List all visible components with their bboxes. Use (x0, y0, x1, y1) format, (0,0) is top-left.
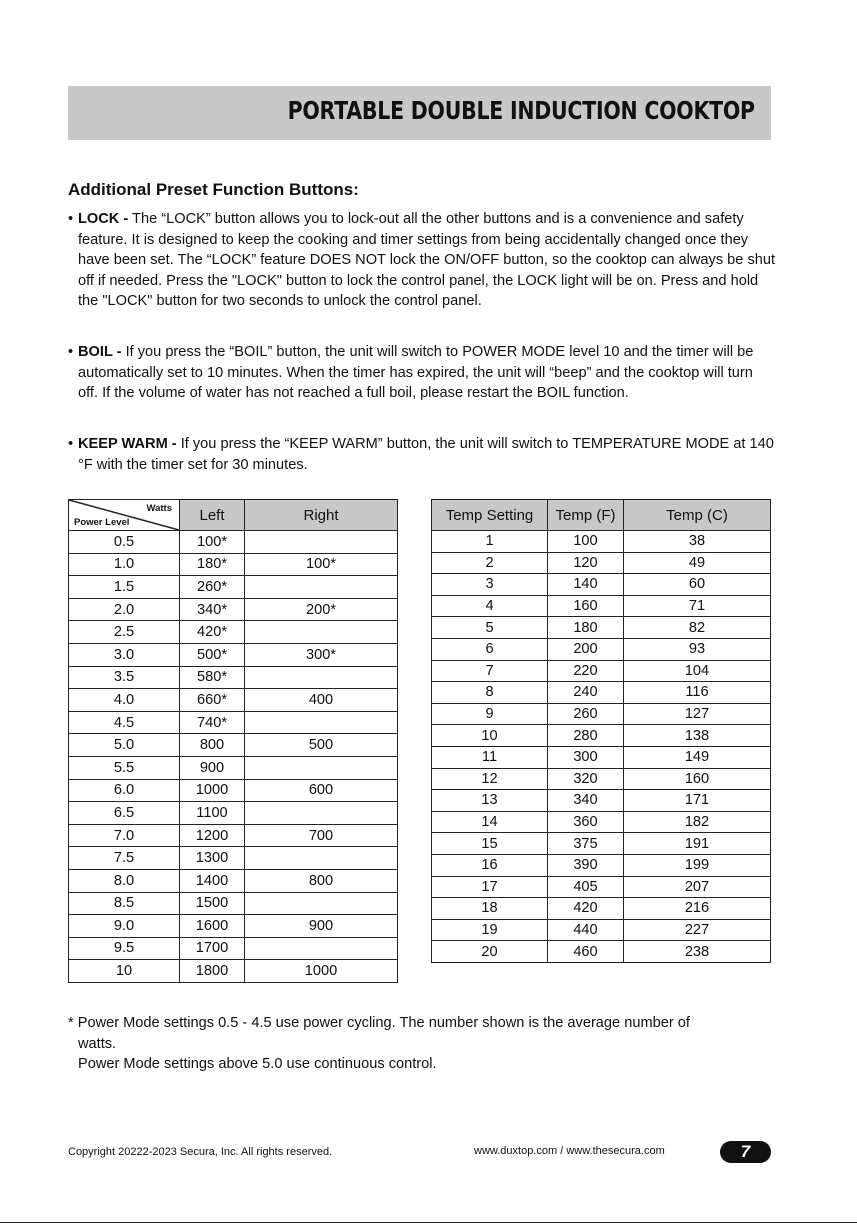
table-row (69, 779, 398, 802)
table-row (432, 574, 771, 596)
table-cell: 1600 (180, 915, 245, 938)
table-cell: 1300 (180, 847, 245, 870)
table-cell: 8.5 (69, 892, 180, 915)
table-cell: 180* (180, 553, 245, 576)
table-cell: 160 (624, 768, 771, 790)
table-cell: 1200 (180, 824, 245, 847)
column-header-temp-f: Temp (F) (548, 500, 624, 531)
table-cell: 4.5 (69, 711, 180, 734)
table-cell: 390 (548, 854, 624, 876)
table-cell: 100* (245, 553, 398, 576)
table-cell: 9.5 (69, 937, 180, 960)
table-row (69, 960, 398, 983)
table-cell: 160 (548, 595, 624, 617)
table-cell: 280 (548, 725, 624, 747)
table-cell: 120 (548, 552, 624, 574)
table-cell: 1400 (180, 869, 245, 892)
table-cell: 3.0 (69, 643, 180, 666)
table-cell: 7 (432, 660, 548, 682)
table-cell: 375 (548, 833, 624, 855)
table-cell: 6 (432, 638, 548, 660)
temperature-table (431, 499, 771, 963)
table-row (69, 824, 398, 847)
watts-label: Watts (146, 503, 172, 514)
table-cell: 2.5 (69, 621, 180, 644)
column-header-temp-c: Temp (C) (624, 500, 771, 531)
table-cell: 2 (432, 552, 548, 574)
header-bar (68, 86, 771, 140)
table-cell: 17 (432, 876, 548, 898)
table-row (432, 833, 771, 855)
column-header-right: Right (245, 500, 398, 531)
table-cell: 93 (624, 638, 771, 660)
table-cell: 340* (180, 598, 245, 621)
table-cell (245, 576, 398, 599)
table-cell (245, 756, 398, 779)
bullet-text: If you press the “BOIL” button, the unit will switch to POWER MODE level 10 and the timer will be automatically set to 10 minutes. When the timer has expired, the unit will “beep” and the cooktop will turn off. If the volume of water has not reached a full boil, please restart the BOIL function. (78, 344, 754, 401)
table-cell: 49 (624, 552, 771, 574)
table-row (432, 660, 771, 682)
table-cell: 5.0 (69, 734, 180, 757)
table-cell: 260* (180, 576, 245, 599)
table-cell: 71 (624, 595, 771, 617)
table-cell: 420 (548, 898, 624, 920)
table-row (69, 643, 398, 666)
table-cell (245, 711, 398, 734)
table-cell: 700 (245, 824, 398, 847)
table-cell: 320 (548, 768, 624, 790)
table-cell: 104 (624, 660, 771, 682)
table-row (69, 756, 398, 779)
table-row (69, 915, 398, 938)
table-header-row (432, 500, 771, 531)
table-cell: 127 (624, 703, 771, 725)
table-cell: 600 (245, 779, 398, 802)
document-title: PORTABLE DOUBLE INDUCTION COOKTOP (287, 96, 755, 125)
table-cell: 260 (548, 703, 624, 725)
table-row (69, 869, 398, 892)
table-cell: 900 (180, 756, 245, 779)
table-cell: 199 (624, 854, 771, 876)
table-cell: 82 (624, 617, 771, 639)
table-cell: 180 (548, 617, 624, 639)
footnote-line: watts. (78, 1035, 117, 1052)
table-cell (245, 666, 398, 689)
table-cell: 0.5 (69, 531, 180, 554)
power-level-label: Power Level (74, 517, 130, 528)
table-cell: 900 (245, 915, 398, 938)
table-cell: 5 (432, 617, 548, 639)
table-cell: 7.0 (69, 824, 180, 847)
table-cell: 171 (624, 790, 771, 812)
boil-bullet (68, 342, 776, 404)
table-cell: 500 (245, 734, 398, 757)
table-cell: 220 (548, 660, 624, 682)
table-cell: 38 (624, 531, 771, 553)
bullet-keyword: BOIL - (78, 344, 122, 360)
table-cell (245, 531, 398, 554)
table-cell: 8.0 (69, 869, 180, 892)
table-cell: 238 (624, 941, 771, 963)
table-row (432, 746, 771, 768)
power-table-body (69, 531, 398, 983)
table-row (432, 703, 771, 725)
table-row (432, 552, 771, 574)
table-row (432, 725, 771, 747)
table-cell: 6.0 (69, 779, 180, 802)
table-cell: 6.5 (69, 802, 180, 825)
table-cell: 10 (69, 960, 180, 983)
table-cell: 660* (180, 689, 245, 712)
table-cell: 60 (624, 574, 771, 596)
table-cell: 20 (432, 941, 548, 963)
bullet-keyword: LOCK - (78, 211, 129, 227)
temperature-table-body (432, 531, 771, 963)
table-cell: 800 (245, 869, 398, 892)
table-cell: 19 (432, 919, 548, 941)
table-cell (245, 937, 398, 960)
table-cell: 740* (180, 711, 245, 734)
column-header-temp-setting: Temp Setting (432, 500, 548, 531)
bullet-dot: • (68, 211, 74, 227)
table-cell: 14 (432, 811, 548, 833)
table-cell: 100 (548, 531, 624, 553)
table-cell: 300* (245, 643, 398, 666)
table-row (69, 689, 398, 712)
bullet-dot: • (68, 436, 74, 452)
table-row (432, 682, 771, 704)
table-cell: 4.0 (69, 689, 180, 712)
table-cell: 216 (624, 898, 771, 920)
bullet-keyword: KEEP WARM - (78, 436, 177, 452)
table-cell: 15 (432, 833, 548, 855)
table-cell: 420* (180, 621, 245, 644)
table-cell: 580* (180, 666, 245, 689)
table-cell: 11 (432, 746, 548, 768)
table-header-row (69, 500, 398, 531)
table-cell: 100* (180, 531, 245, 554)
table-row (432, 876, 771, 898)
table-cell: 149 (624, 746, 771, 768)
table-cell: 200 (548, 638, 624, 660)
table-cell: 400 (245, 689, 398, 712)
bullet-text: The “LOCK” button allows you to lock-out all the other buttons and is a convenience and safety feature. It is designed to keep the cooking and timer settings from being accidentally changed once they have been set. The “LOCK” feature DOES NOT lock the ON/OFF button, so the cooktop can always be shut off if needed. Press the "LOCK" button to lock the control panel, the LOCK light will be on. Press and hold the "LOCK" button for two seconds to unlock the control panel. (78, 211, 776, 309)
table-row (432, 531, 771, 553)
website-links: www.duxtop.com / www.thesecura.com (474, 1145, 665, 1157)
table-row (69, 711, 398, 734)
table-cell: 16 (432, 854, 548, 876)
table-row (432, 638, 771, 660)
table-row (432, 617, 771, 639)
copyright-text: Copyright 20222-2023 Secura, Inc. All rights reserved. (68, 1146, 333, 1158)
bottom-rule (0, 1222, 857, 1223)
table-cell: 440 (548, 919, 624, 941)
table-cell: 13 (432, 790, 548, 812)
footnote (68, 1013, 788, 1075)
section-title: Additional Preset Function Buttons: (68, 180, 359, 199)
table-cell: 7.5 (69, 847, 180, 870)
table-cell: 4 (432, 595, 548, 617)
table-row (432, 790, 771, 812)
table-cell: 10 (432, 725, 548, 747)
table-cell: 200* (245, 598, 398, 621)
table-cell: 5.5 (69, 756, 180, 779)
table-row (69, 937, 398, 960)
table-cell: 9 (432, 703, 548, 725)
table-cell (245, 892, 398, 915)
table-cell: 500* (180, 643, 245, 666)
table-cell: 405 (548, 876, 624, 898)
table-cell: 1 (432, 531, 548, 553)
footnote-line: Power Mode settings above 5.0 use continuous control. (78, 1056, 437, 1072)
table-cell: 8 (432, 682, 548, 704)
table-cell: 240 (548, 682, 624, 704)
table-cell: 800 (180, 734, 245, 757)
table-cell (245, 621, 398, 644)
table-row (69, 576, 398, 599)
table-cell: 1700 (180, 937, 245, 960)
footnote-line: * Power Mode settings 0.5 - 4.5 use power cycling. The number shown is the average number of (68, 1015, 690, 1031)
table-cell: 3 (432, 574, 548, 596)
table-cell: 116 (624, 682, 771, 704)
table-row (69, 734, 398, 757)
table-cell: 340 (548, 790, 624, 812)
table-cell: 1.0 (69, 553, 180, 576)
table-row (432, 595, 771, 617)
table-cell: 1.5 (69, 576, 180, 599)
table-cell: 207 (624, 876, 771, 898)
table-cell: 1100 (180, 802, 245, 825)
table-row (432, 898, 771, 920)
table-cell: 2.0 (69, 598, 180, 621)
table-cell: 460 (548, 941, 624, 963)
table-cell (245, 802, 398, 825)
table-cell: 300 (548, 746, 624, 768)
table-cell: 227 (624, 919, 771, 941)
column-header-left: Left (180, 500, 245, 531)
table-row (432, 768, 771, 790)
table-cell: 140 (548, 574, 624, 596)
table-row (432, 919, 771, 941)
table-row (69, 531, 398, 554)
lock-bullet (68, 209, 776, 312)
table-cell: 18 (432, 898, 548, 920)
table-cell: 1000 (180, 779, 245, 802)
table-cell: 1000 (245, 960, 398, 983)
bullet-dot: • (68, 344, 74, 360)
bullet-text: If you press the “KEEP WARM” button, the unit will switch to TEMPERATURE MODE at 140 °F with the timer set for 30 minutes. (78, 436, 774, 473)
table-cell (245, 847, 398, 870)
page-number-badge: 7 (720, 1141, 771, 1163)
table-cell: 191 (624, 833, 771, 855)
table-row (432, 854, 771, 876)
table-row (69, 847, 398, 870)
table-row (69, 892, 398, 915)
table-row (432, 811, 771, 833)
table-row (69, 666, 398, 689)
table-row (69, 598, 398, 621)
table-cell: 9.0 (69, 915, 180, 938)
diagonal-header-cell (69, 500, 180, 531)
table-cell: 1800 (180, 960, 245, 983)
table-cell: 3.5 (69, 666, 180, 689)
table-cell: 1500 (180, 892, 245, 915)
table-row (69, 553, 398, 576)
table-cell: 182 (624, 811, 771, 833)
table-cell: 138 (624, 725, 771, 747)
table-cell: 360 (548, 811, 624, 833)
table-row (69, 802, 398, 825)
keep-warm-bullet (68, 434, 776, 475)
table-row (69, 621, 398, 644)
table-cell: 12 (432, 768, 548, 790)
table-row (432, 941, 771, 963)
power-level-table (68, 499, 398, 983)
